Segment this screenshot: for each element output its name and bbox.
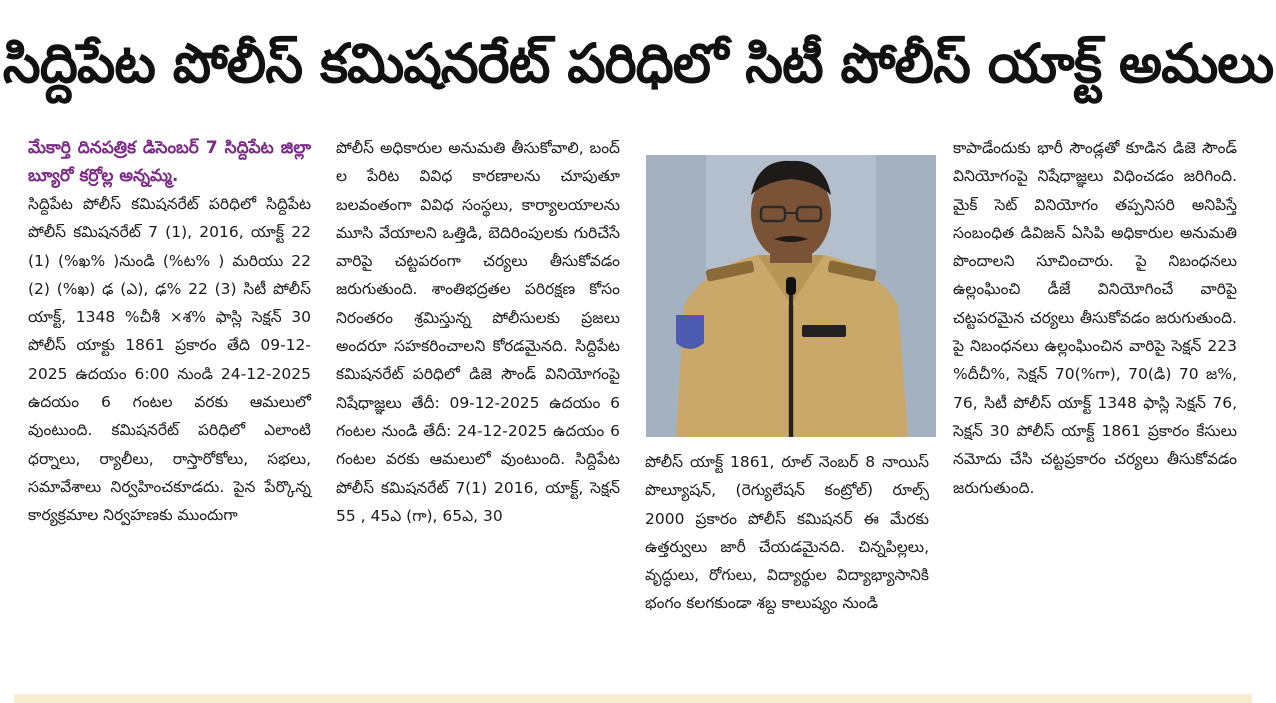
headline: సిద్దిపేట పోలీస్ కమిషనరేట్ పరిధిలో సిటీ పోలీస్ యాక్ట్ అమలు — [2, 32, 1274, 95]
bottom-strip — [14, 694, 1252, 703]
column-3-text: పోలీస్ యాక్ట్ 1861, రూల్ నెంబర్ 8 నాయిస్ పొల్యూషన్, (రెగ్యులేషన్ కంట్రోల్) రూల్స్ 2000 ప్రకారం పోలీస్ కమిషనర్ ఈ మేరకు ఉత్తర్వులు జారీ చేయడమైనది. చిన్నపిల్లలు, వృద్ధులు, రోగులు, విద్యార్థుల విద్యాభ్యాసానికి భంగం కలగకుండా శబ్ద కాలుష్యం నుండి — [645, 453, 929, 613]
article-column-2 — [336, 134, 620, 530]
article-column-3 — [645, 448, 929, 618]
column-1-text: సిద్దిపేట పోలీస్ కమిషనరేట్ పరిధిలో సిద్దిపేట పోలీస్ కమిషనరేట్ 7 (1), 2016, యాక్ట్ 22 (1) (%ఖ% )నుండి (%ట% ) మరియు 22 (2) (%ఖ) ఢ (ఎ), ఢ% 22 (3) సిటీ పోలీస్ యాక్ట్, 1348 %చీశీ ×శ% ఫాస్లి సెక్షన్ 30 పోలీస్ యాక్టు 1861 ప్రకారం తేది 09-12-2025 ఉదయం 6:00 నుండి 24-12-2025 ఉదయం 6 గంటల వరకు ఆమలులో వుంటుంది. కమిషనరేట్ పరిధిలో ఎలాంటి ధర్నాలు, ర్యాలీలు, రాస్తారోకోలు, సభలు, సమావేశాలు నిర్వహించకూడదు. పైన పేర్కొన్న కార్యక్రమాల నిర్వహణకు ముందుగా — [28, 195, 311, 525]
column-2-text: పోలీస్ అధికారుల అనుమతి తీసుకోవాలి, బంద్ ల పేరిట వివిధ కారణాలను చూపుతూ బలవంతంగా వివిధ సంస్థలు, కార్యాలయాలను మూసి వేయాలని ఒత్తిడి, బెదిరింపులకు గురిచేసే వారిపై చట్టపరంగా చర్యలు తీసుకోవడం జరుగుతుంది. శాంతిభద్రతల పరిరక్షణ కోసం నిరంతరం శ్రమిస్తున్న పోలీసులకు ప్రజలు అందరూ సహకరించాలని కోరడమైనది. సిద్దిపేట కమిషనరేట్ పరిధిలో డిజె సౌండ్ వినియోగంపై నిషేధాజ్ఞలు తేదీ: 09-12-2025 ఉదయం 6 గంటల నుండి తేదీ: 24-12-2025 ఉదయం 6 గంటల వరకు ఆమలులో వుంటుంది. సిద్దిపేట పోలీస్ కమిషనరేట్ 7(1) 2016, యాక్ట్, సెక్షన్ 55 , 45ఎ (గా), 65ఎ, 30 — [336, 139, 620, 525]
article-column-1 — [28, 134, 311, 530]
article-column-4 — [953, 134, 1237, 502]
column-4-text: కాపాడేందుకు భారీ సౌండ్లతో కూడిన డిజె సౌండ్ వినియోగంపై నిషేధాజ్ఞలు విధించడం జరిగింది. మైక్ సెట్ వినియోగం తప్పనిసరి అనిపిస్తే సంబంధిత డివిజన్ ఏసిపి అధికారుల అనుమతి పొందాలని సూచించారు. పై నిబంధనలు ఉల్లంఘించి డీజే వినియోగించే వారిపై చట్టపరమైన చర్యలు తీసుకోవడం జరుగుతుంది. పై నిబంధనలు ఉల్లంఘించిన వారిపై సెక్షన్ 223 %దీచీ%, సెక్షన్ 70(%గా), 70(డి) 70 జ%, 76, సిటీ పోలీస్ యాక్ట్ 1348 ఫాస్లి సెక్షన్ 76, సెక్షన్ 30 పోలీస్ యాక్ట్ 1861 ప్రకారం కేసులు నమోదు చేసి చట్టప్రకారం చర్యలు తీసుకోవడం జరుగుతుంది. — [953, 139, 1237, 497]
byline: మేకార్తి దినపత్రిక డిసెంబర్ 7 సిద్దిపేట జిల్లా బ్యూరో కర్రోల్ల అన్నమ్మ. — [28, 138, 311, 186]
police-officer-photo — [646, 155, 936, 437]
